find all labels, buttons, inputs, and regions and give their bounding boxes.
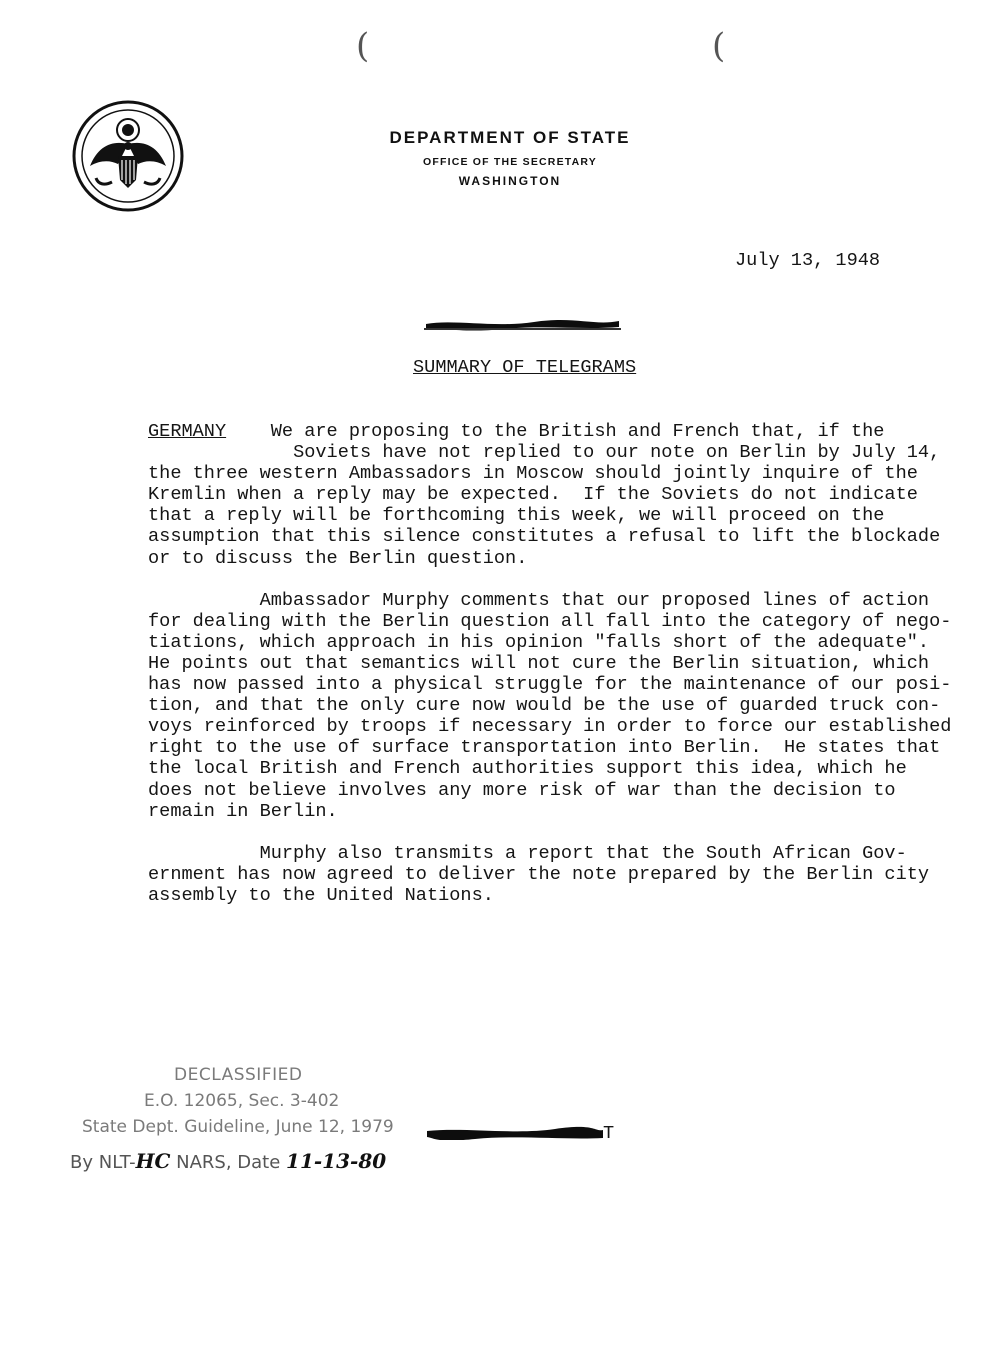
text-line: Murphy also transmits a report that the South African Gov- [148,842,907,864]
stamp-nars-label: NARS, Date [170,1152,281,1173]
text-line: remain in Berlin. [148,800,338,822]
text-line: the three western Ambassadors in Moscow should jointly inquire of the [148,463,918,485]
stamp-declassified: DECLASSIFIED [174,1065,303,1085]
text-line: tion, and that the only cure now would be the use of guarded truck con- [148,695,941,717]
classification-redaction [424,316,621,331]
stamp-initials: HC [135,1149,171,1173]
document-date: July 13, 1948 [735,250,881,271]
page-title: SUMMARY OF TELEGRAMS [413,357,637,378]
telegram-body [148,421,952,906]
text-line: the local British and French authorities support this idea, which he [148,758,907,780]
footer-classification-redaction [425,1126,605,1140]
stamp-authorization [70,1148,394,1176]
paragraph-murphy-comments [148,589,952,822]
text-line: voys reinforced by troops if necessary in order to force our established [148,716,952,738]
stamp-executive-order: E.O. 12065, Sec. 3-402 [144,1091,340,1111]
text-line: assembly to the United Nations. [148,884,494,906]
footer-classification-tail: T [603,1123,615,1144]
department-name: DEPARTMENT OF STATE [389,128,631,147]
text-line [148,442,293,463]
text-line: Ambassador Murphy comments that our proposed lines of action [148,589,930,611]
text-line: that a reply will be forthcoming this week, we will proceed on the [148,505,885,527]
paragraph-south-africa [148,842,930,906]
text-line: We are proposing to the British and French that, if the [270,421,885,442]
text-line: Soviets have not replied to our note on Berlin by July 14, [293,442,941,464]
office-name: OFFICE OF THE SECRETARY [422,156,598,168]
letterhead [360,128,660,188]
punch-mark-right: ( [712,26,726,66]
text-line: has now passed into a physical struggle for the maintenance of our posi- [148,674,952,696]
punch-mark-left: ( [356,26,370,66]
stamp-date: 11-13-80 [286,1149,387,1173]
text-line: Kremlin when a reply may be expected. If the Soviets do not indicate [148,484,918,506]
declassification-stamp [70,1062,394,1176]
text-line: does not believe involves any more risk of war than the decision to [148,779,896,801]
stamp-by-prefix: By NLT- [70,1152,136,1173]
text-line: right to the use of surface transportation into Berlin. He states that [148,737,941,759]
state-department-seal-icon [72,100,184,212]
text-line: tiations, which approach in his opinion "falls short of the adequate". [148,631,930,653]
text-line: for dealing with the Berlin question all fall into the category of nego- [148,610,952,632]
stamp-guideline: State Dept. Guideline, June 12, 1979 [82,1117,394,1137]
text-line: ernment has now agreed to deliver the note prepared by the Berlin city [148,863,930,885]
section-label: GERMANY [148,421,227,442]
text-line: or to discuss the Berlin question. [148,547,528,569]
text-line: assumption that this silence constitutes a refusal to lift the blockade [148,526,941,548]
text-line: He points out that semantics will not cure the Berlin situation, which [148,652,930,674]
city-name: WASHINGTON [458,174,562,188]
paragraph-germany [148,421,941,569]
